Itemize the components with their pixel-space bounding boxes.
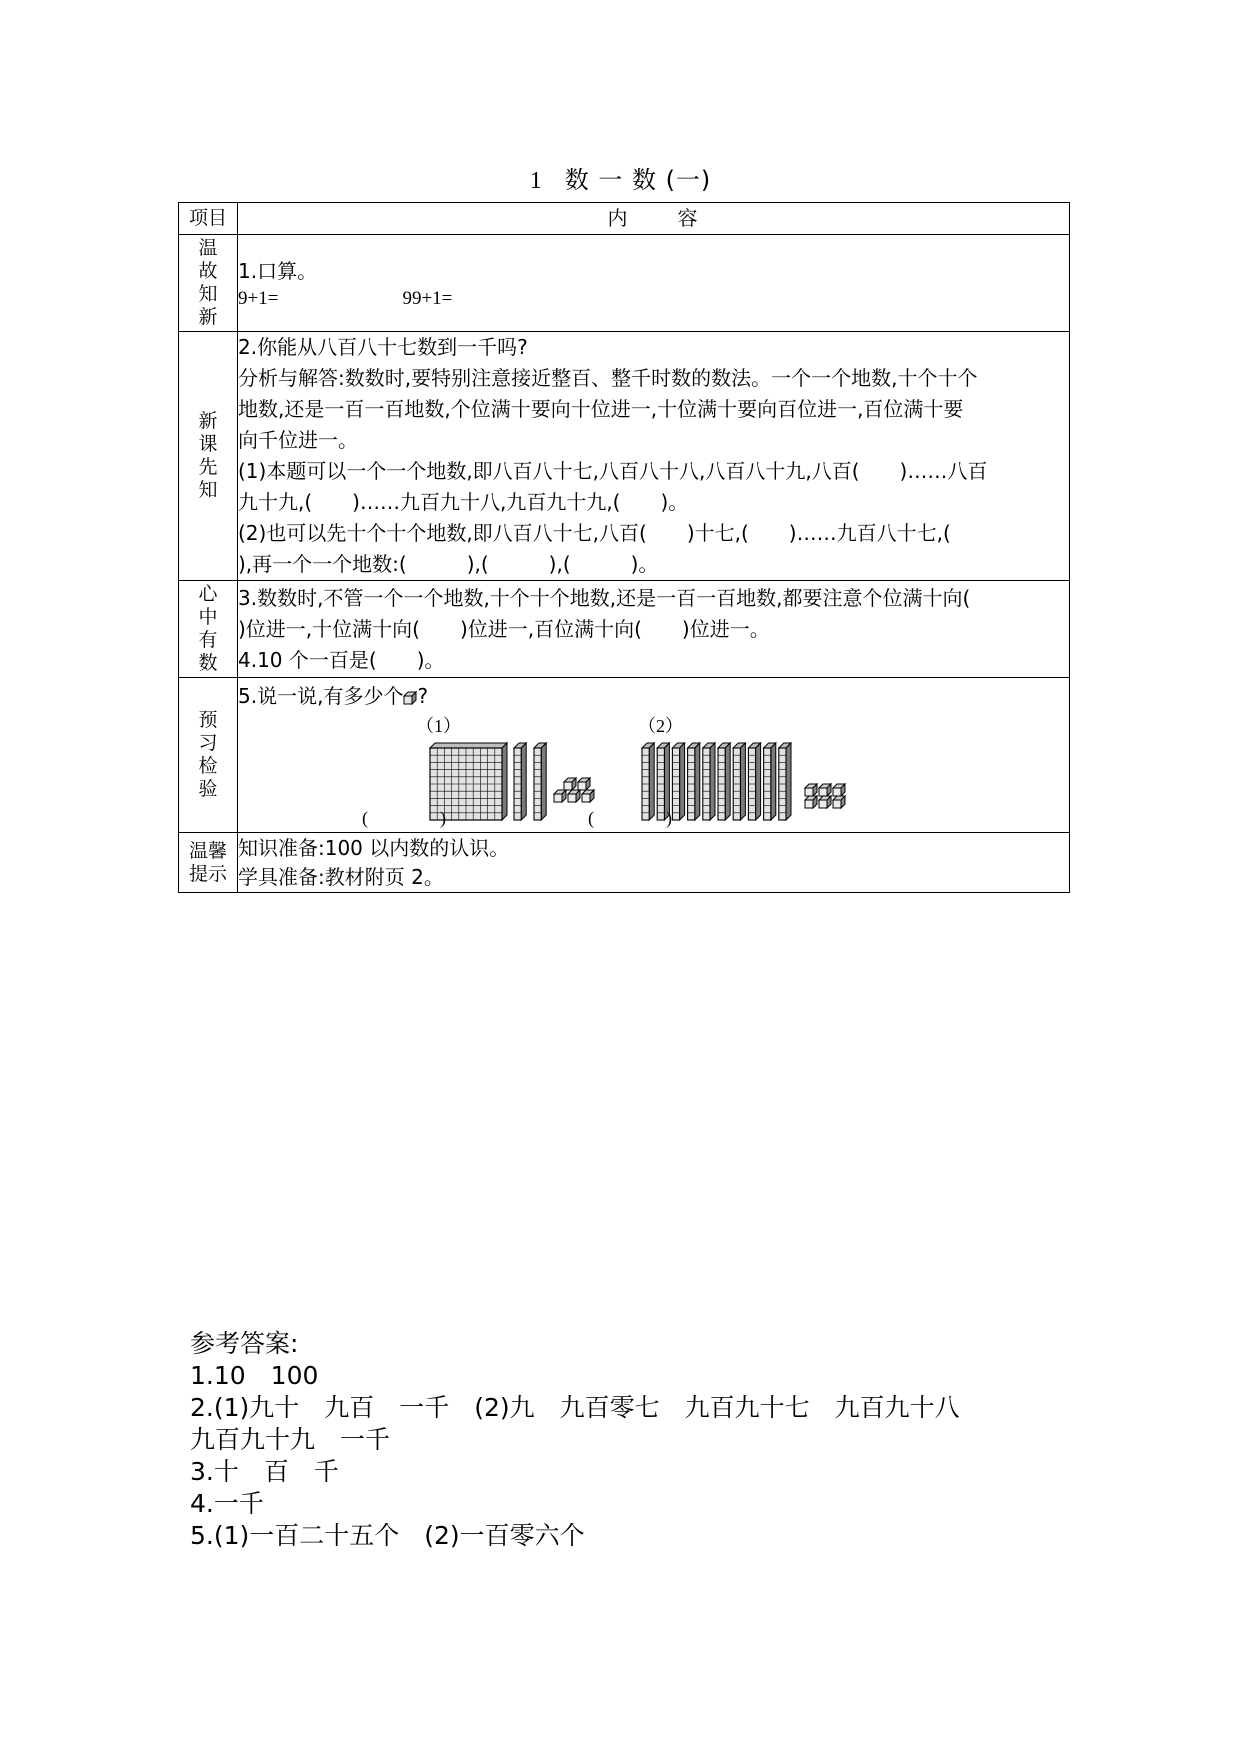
calc-a: 9+1= xyxy=(238,287,279,309)
page-title xyxy=(0,160,1241,195)
tips-content xyxy=(238,833,1070,893)
understanding-label: 心 中 有 数 xyxy=(179,581,238,678)
base-ten-blocks xyxy=(238,712,1108,830)
review-row xyxy=(179,235,1070,332)
unit-cube xyxy=(819,788,827,796)
mental-math xyxy=(238,287,1069,311)
preview-row xyxy=(179,332,1070,581)
tip-knowledge: 知识准备:100 以内数的认识。 xyxy=(238,835,510,860)
lesson-table xyxy=(178,202,1070,893)
header-content: 内 容 xyxy=(238,203,1070,235)
understanding-row xyxy=(179,581,1070,678)
tips-row xyxy=(179,833,1070,893)
preview-label: 新 课 先 知 xyxy=(179,332,238,581)
unit-cube xyxy=(568,794,576,802)
unit-cube xyxy=(564,782,572,790)
unit-cube xyxy=(819,800,827,808)
check-label: 预 习 检 验 xyxy=(179,678,238,833)
ten-rod-side xyxy=(521,743,526,820)
text-line: 3.数数时,不管一个一个地数,十个十个地数,还是一百一百地数,都要注意个位满十向( xyxy=(238,585,971,610)
ten-rod-side xyxy=(710,743,715,820)
ten-rod-side xyxy=(541,743,546,820)
text-line: )位进一,十位满十向( )位进一,百位满十向( )位进一。 xyxy=(238,616,770,641)
tip-tools: 学具准备:教材附页 2。 xyxy=(238,864,444,889)
title-number: 1 xyxy=(529,168,543,194)
table-header-row xyxy=(179,203,1070,235)
unit-cube xyxy=(833,800,841,808)
base-ten-figure xyxy=(238,712,1069,830)
question-1: 1.口算。 xyxy=(238,258,318,283)
unit-cube xyxy=(833,788,841,796)
text-line: ),再一个一个地数:( ),( ),( )。 xyxy=(238,552,659,576)
hundred-block xyxy=(430,743,507,748)
ten-rod-side xyxy=(786,743,791,820)
answer-line: 九百九十九 一千 xyxy=(190,1425,391,1454)
figure-1-label: （1） xyxy=(416,715,461,736)
text-line: 4.10 个一百是( )。 xyxy=(238,647,445,672)
answer-heading: 参考答案: xyxy=(190,1329,299,1358)
text-line: (1)本题可以一个一个地数,即八百八十七,八百八十八,八百八十九,八百( )……八百 xyxy=(238,459,988,483)
review-content xyxy=(238,235,1070,332)
answer-line: 1.10 100 xyxy=(190,1361,319,1390)
ten-rod-side xyxy=(680,743,685,820)
figure-2-label: （2） xyxy=(638,715,683,736)
header-item: 项目 xyxy=(179,203,238,235)
title-text: 数 一 数 (一) xyxy=(564,166,712,194)
preview-content xyxy=(238,332,1070,581)
text-line: 九十九,( )……九百九十八,九百九十九,( )。 xyxy=(238,490,689,514)
text-line: 2.你能从八百八十七数到一千吗? xyxy=(238,335,528,359)
check-content xyxy=(238,678,1070,833)
text-line: 地数,还是一百一百地数,个位满十要向十位进一,十位满十要向百位进一,百位满十要 xyxy=(238,397,964,421)
ten-rod-side xyxy=(725,743,730,820)
ten-rod-side xyxy=(740,743,745,820)
tips-label: 温馨 提示 xyxy=(179,833,238,893)
cube-icon xyxy=(403,691,417,705)
text-line: (2)也可以先十个十个地数,即八百八十七,八百( )十七,( )……九百八十七,( xyxy=(238,521,951,545)
ten-rod-side xyxy=(771,743,776,820)
answer-key xyxy=(190,1328,960,1552)
ten-rod-side xyxy=(756,743,761,820)
ten-rod-side xyxy=(695,743,700,820)
unit-cube xyxy=(805,788,813,796)
answer-line: 3.十 百 千 xyxy=(190,1457,339,1486)
question-5: 5.说一说,有多少个 ? xyxy=(238,683,429,708)
unit-cube xyxy=(554,794,562,802)
unit-cube xyxy=(578,782,586,790)
review-label: 温 故 知 新 xyxy=(179,235,238,332)
answer-blank-2: ( ) xyxy=(588,807,672,828)
calc-b: 99+1= xyxy=(402,287,453,309)
unit-cube xyxy=(805,800,813,808)
answer-line: 4.一千 xyxy=(190,1489,264,1518)
text-line: 分析与解答:数数时,要特别注意接近整百、整千时数的数法。一个一个地数,十个十个 xyxy=(238,366,978,390)
answer-blank-1: ( ) xyxy=(362,807,446,828)
text-line: 向千位进一。 xyxy=(238,428,358,452)
answer-line: 5.(1)一百二十五个 (2)一百零六个 xyxy=(190,1521,585,1550)
unit-cube xyxy=(582,794,590,802)
answer-line: 2.(1)九十 九百 一千 (2)九 九百零七 九百九十七 九百九十八 xyxy=(190,1393,960,1422)
understanding-content xyxy=(238,581,1070,678)
hundred-block-side xyxy=(502,743,507,820)
check-row xyxy=(179,678,1070,833)
